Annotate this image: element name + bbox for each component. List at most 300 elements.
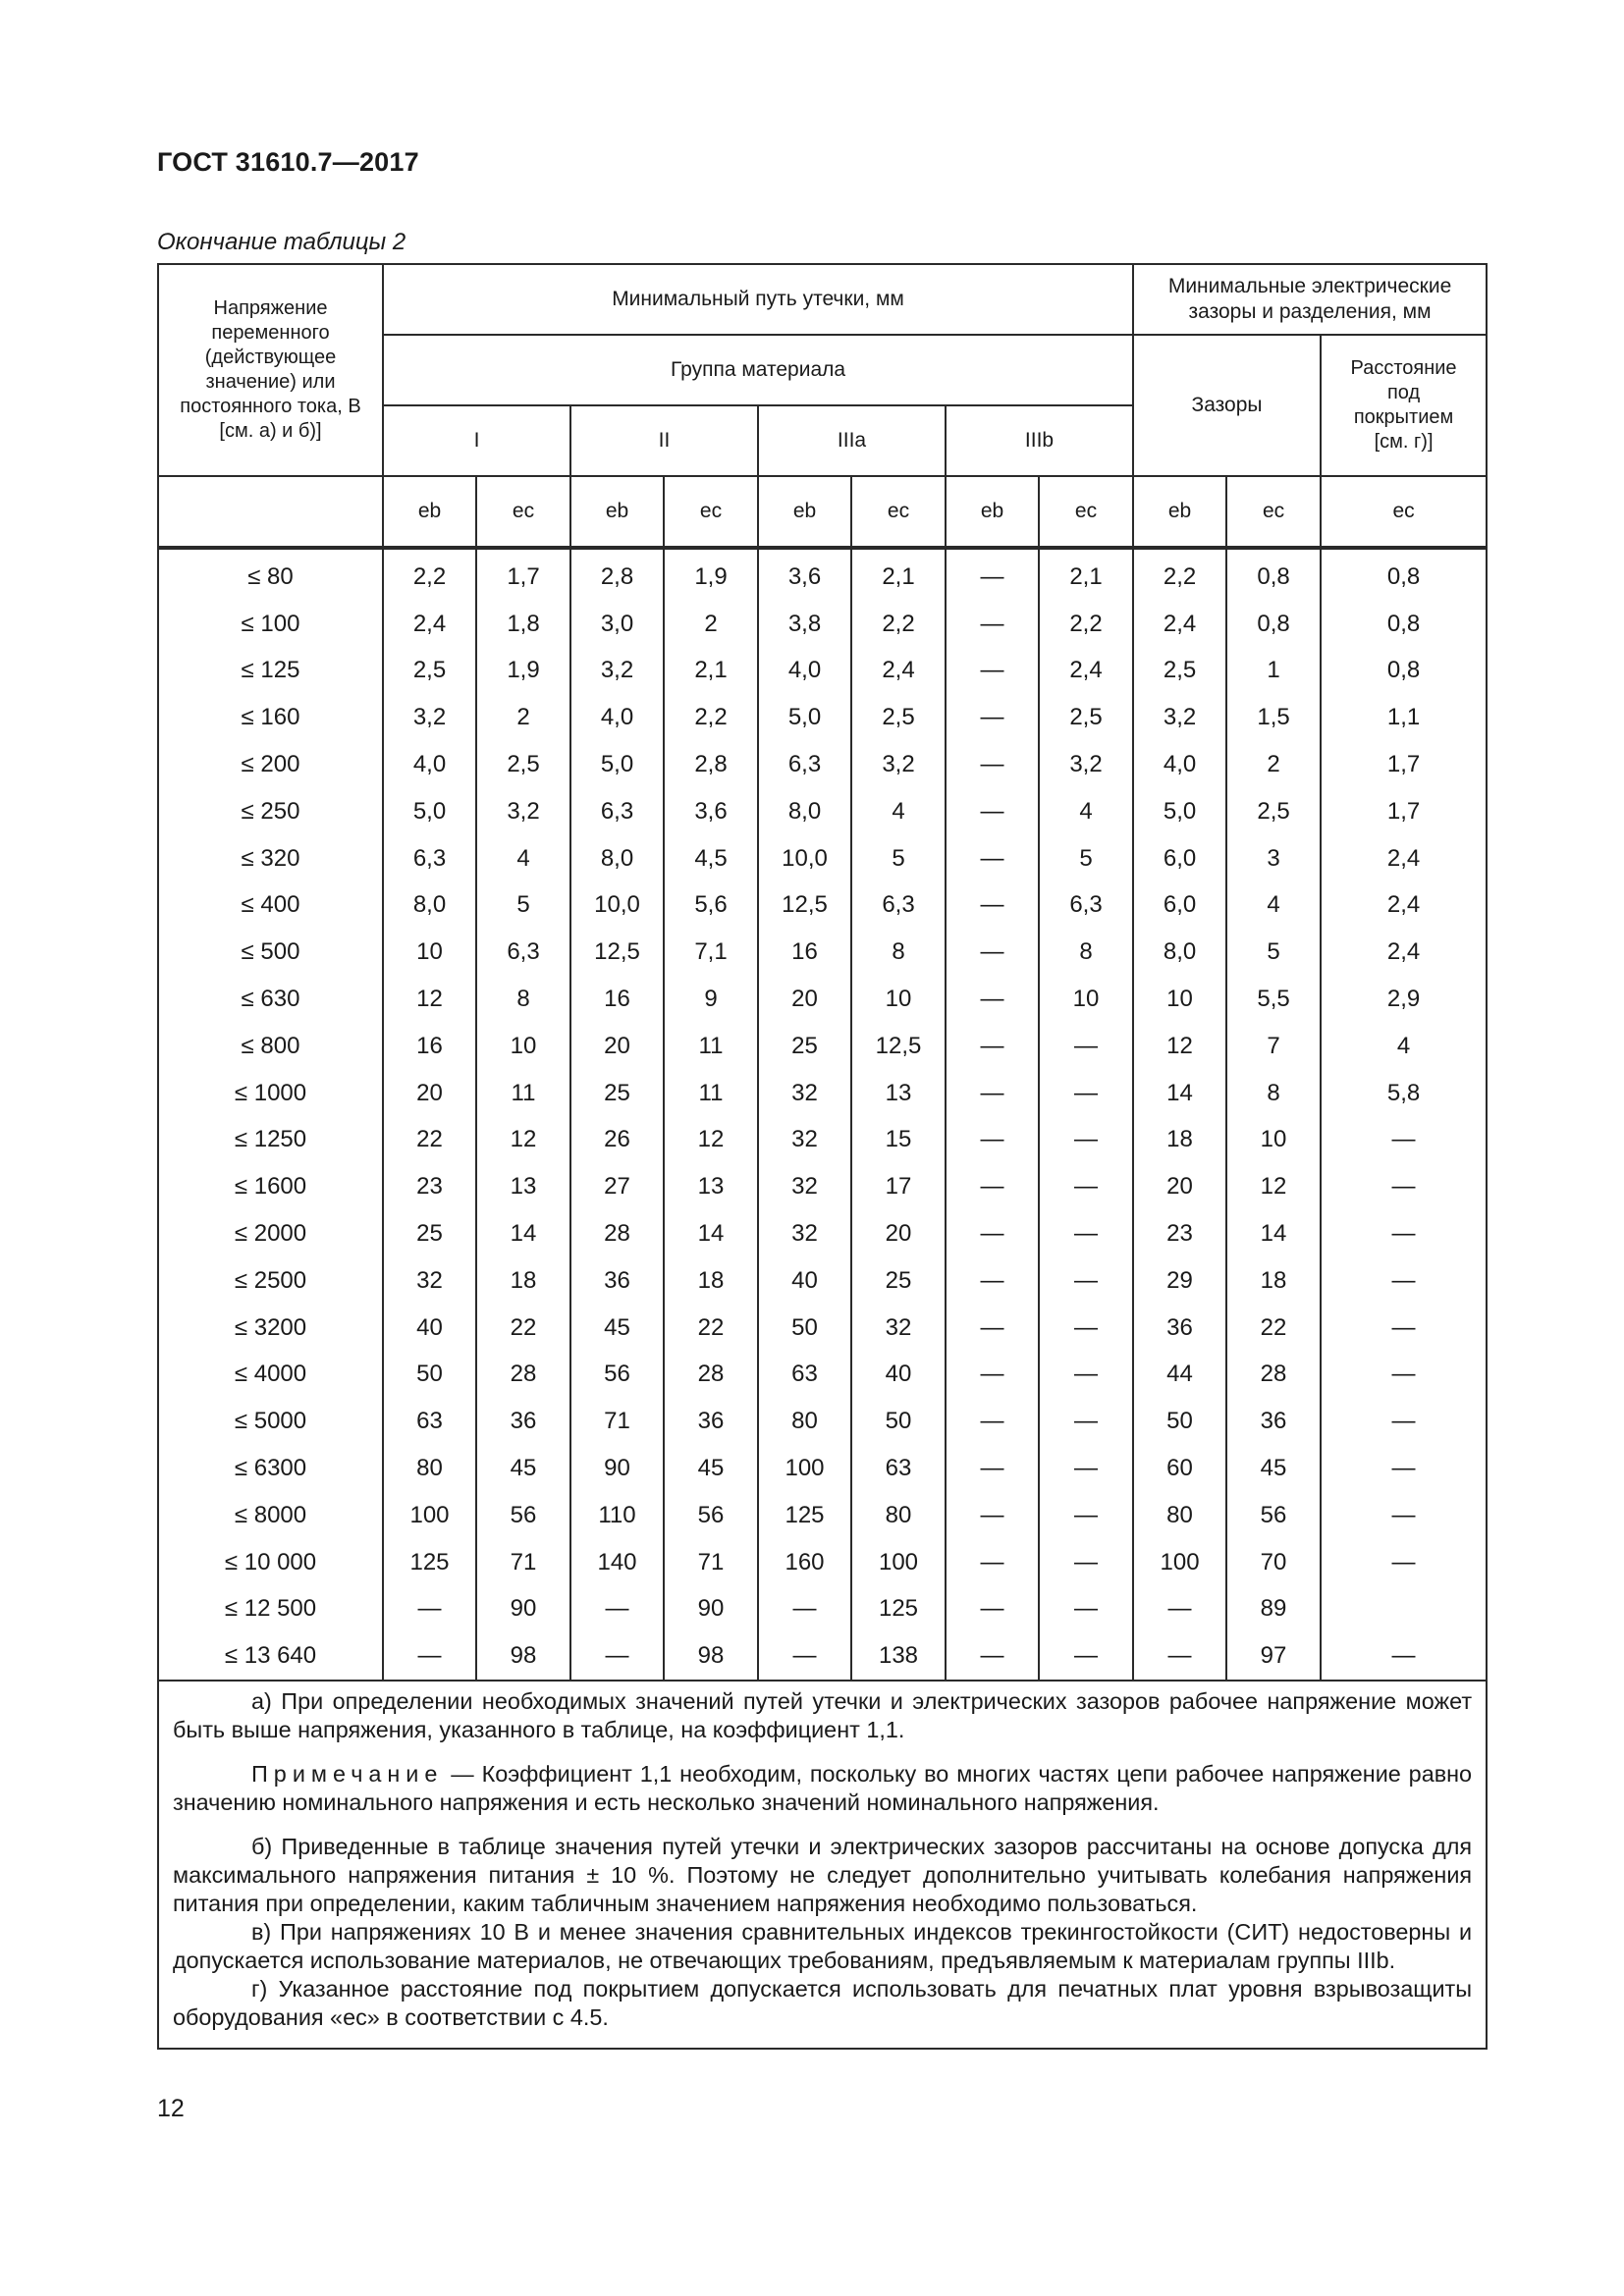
value-cell: — <box>1039 1539 1133 1586</box>
value-cell: 4,0 <box>383 741 476 788</box>
value-cell: 45 <box>476 1445 570 1492</box>
value-cell: 12 <box>1226 1163 1321 1210</box>
value-cell: 22 <box>1226 1305 1321 1352</box>
value-cell: — <box>946 1305 1039 1352</box>
value-cell: — <box>946 1445 1039 1492</box>
value-cell: 4,0 <box>758 648 851 695</box>
value-cell: 5 <box>476 882 570 930</box>
value-cell: — <box>1039 1398 1133 1445</box>
value-cell: — <box>570 1586 664 1633</box>
value-cell: 4,5 <box>664 835 758 882</box>
value-cell: 100 <box>1133 1539 1226 1586</box>
value-cell: — <box>946 648 1039 695</box>
value-cell: 5,0 <box>383 788 476 835</box>
value-cell: 16 <box>570 976 664 1023</box>
table-row <box>158 1586 1487 1633</box>
subheader-row <box>158 476 1487 548</box>
value-cell: 2,5 <box>851 694 946 741</box>
table-row <box>158 1352 1487 1399</box>
value-cell: 0,8 <box>1226 548 1321 601</box>
header-coating-line: [см. г)] <box>1374 431 1434 453</box>
note-g: г) Указанное расстояние под покрытием допускается использовать для печатных плат уровня взрывозащиты оборудования «ес» в соответствии с 4.5. <box>173 1976 1473 2031</box>
value-cell: — <box>946 601 1039 648</box>
value-cell: 0,8 <box>1321 601 1487 648</box>
table-container <box>157 263 1486 2050</box>
value-cell: 100 <box>383 1492 476 1539</box>
voltage-cell: ≤ 1250 <box>158 1117 383 1164</box>
table-row <box>158 1070 1487 1117</box>
value-cell: 36 <box>1133 1305 1226 1352</box>
header-creepage: Минимальный путь утечки, мм <box>383 264 1133 335</box>
table-row <box>158 1210 1487 1257</box>
value-cell: 12 <box>383 976 476 1023</box>
value-cell: — <box>1039 1492 1133 1539</box>
value-cell: 10,0 <box>758 835 851 882</box>
value-cell: 3,2 <box>1039 741 1133 788</box>
value-cell: 40 <box>851 1352 946 1399</box>
value-cell: 12,5 <box>851 1023 946 1070</box>
value-cell: 90 <box>664 1586 758 1633</box>
value-cell: 2,1 <box>851 548 946 601</box>
value-cell: 25 <box>570 1070 664 1117</box>
value-cell: 2,4 <box>1321 882 1487 930</box>
voltage-cell: ≤ 400 <box>158 882 383 930</box>
header-voltage-line: (действующее <box>204 347 337 368</box>
subheader-cell: ec <box>1226 476 1321 548</box>
value-cell: 1,7 <box>476 548 570 601</box>
value-cell: 70 <box>1226 1539 1321 1586</box>
value-cell: 8 <box>851 929 946 976</box>
subheader-cell: eb <box>946 476 1039 548</box>
value-cell: 2,5 <box>383 648 476 695</box>
value-cell: 5,5 <box>1226 976 1321 1023</box>
value-cell: 22 <box>383 1117 476 1164</box>
value-cell: 4 <box>476 835 570 882</box>
notes-cell <box>158 1681 1487 2049</box>
voltage-cell: ≤ 125 <box>158 648 383 695</box>
value-cell: — <box>758 1586 851 1633</box>
value-cell: — <box>946 1398 1039 1445</box>
value-cell: — <box>1039 1023 1133 1070</box>
note-b: б) Приведенные в таблице значения путей утечки и электрических зазоров рассчитаны на основе допуска для максимального напряжения питания ± 10 %. Поэтому не следует дополнительно учитывать колебания напряжения питания при определении, каким табличным значением напряжения необходимо пользоваться. <box>173 1834 1473 1917</box>
value-cell: 100 <box>758 1445 851 1492</box>
value-cell: 2,5 <box>1133 648 1226 695</box>
value-cell: 7 <box>1226 1023 1321 1070</box>
value-cell: 18 <box>664 1257 758 1305</box>
value-cell: — <box>1321 1257 1487 1305</box>
value-cell: 4,0 <box>570 694 664 741</box>
voltage-cell: ≤ 10 000 <box>158 1539 383 1586</box>
table-row <box>158 1492 1487 1539</box>
value-cell: 2,2 <box>1133 548 1226 601</box>
value-cell: 13 <box>851 1070 946 1117</box>
value-cell: — <box>1039 1210 1133 1257</box>
value-cell: 3 <box>1226 835 1321 882</box>
value-cell: 2,4 <box>1039 648 1133 695</box>
value-cell: — <box>1039 1445 1133 1492</box>
remark-label: Примечание <box>251 1761 444 1788</box>
value-cell: 15 <box>851 1117 946 1164</box>
value-cell: — <box>946 1352 1039 1399</box>
voltage-cell: ≤ 12 500 <box>158 1586 383 1633</box>
value-cell: — <box>570 1632 664 1681</box>
table-caption: Окончание таблицы 2 <box>157 229 406 255</box>
value-cell: 1,7 <box>1321 741 1487 788</box>
value-cell: 3,2 <box>570 648 664 695</box>
value-cell: 8,0 <box>1133 929 1226 976</box>
value-cell: 138 <box>851 1632 946 1681</box>
value-cell: 3,2 <box>1133 694 1226 741</box>
value-cell: 2,2 <box>383 548 476 601</box>
value-cell: 71 <box>570 1398 664 1445</box>
value-cell: 13 <box>664 1163 758 1210</box>
value-cell: — <box>1321 1117 1487 1164</box>
value-cell: 160 <box>758 1539 851 1586</box>
header-clearance-line: Минимальные электрические <box>1167 275 1452 297</box>
value-cell: 20 <box>851 1210 946 1257</box>
value-cell: 36 <box>476 1398 570 1445</box>
value-cell: 2,2 <box>851 601 946 648</box>
value-cell: — <box>1321 1492 1487 1539</box>
value-cell: 63 <box>851 1445 946 1492</box>
value-cell: — <box>383 1586 476 1633</box>
subheader-cell: eb <box>383 476 476 548</box>
value-cell: 20 <box>758 976 851 1023</box>
value-cell: 2 <box>664 601 758 648</box>
value-cell: — <box>1133 1632 1226 1681</box>
value-cell: 3,6 <box>664 788 758 835</box>
value-cell: 5 <box>1039 835 1133 882</box>
value-cell: — <box>1039 1586 1133 1633</box>
value-cell: 2,2 <box>1039 601 1133 648</box>
value-cell: 2,4 <box>1321 835 1487 882</box>
table-row <box>158 1632 1487 1681</box>
value-cell: 2,8 <box>570 548 664 601</box>
header-voltage-line: значение) или <box>205 371 336 393</box>
value-cell: 6,3 <box>758 741 851 788</box>
value-cell: 4,0 <box>1133 741 1226 788</box>
value-cell: — <box>946 1539 1039 1586</box>
value-cell: 26 <box>570 1117 664 1164</box>
table-row <box>158 1257 1487 1305</box>
value-cell: 10 <box>1226 1117 1321 1164</box>
table-row <box>158 1023 1487 1070</box>
value-cell: — <box>946 1257 1039 1305</box>
table-notes <box>158 1681 1487 2049</box>
table-row <box>158 1539 1487 1586</box>
value-cell: 80 <box>758 1398 851 1445</box>
value-cell: 5,8 <box>1321 1070 1487 1117</box>
document-title: ГОСТ 31610.7—2017 <box>157 147 419 177</box>
value-cell: 6,0 <box>1133 882 1226 930</box>
value-cell: 45 <box>570 1305 664 1352</box>
table-row <box>158 1445 1487 1492</box>
table-row <box>158 976 1487 1023</box>
header-voltage <box>158 264 383 476</box>
voltage-cell: ≤ 630 <box>158 976 383 1023</box>
header-group: I <box>383 405 570 476</box>
value-cell: 44 <box>1133 1352 1226 1399</box>
subheader-cell: eb <box>758 476 851 548</box>
value-cell: 2,2 <box>664 694 758 741</box>
header-group: IIIa <box>758 405 946 476</box>
value-cell: 11 <box>664 1070 758 1117</box>
voltage-cell: ≤ 1600 <box>158 1163 383 1210</box>
value-cell: 23 <box>1133 1210 1226 1257</box>
value-cell: 2,4 <box>1133 601 1226 648</box>
table-row <box>158 1398 1487 1445</box>
value-cell: — <box>1321 1445 1487 1492</box>
value-cell: 4 <box>1039 788 1133 835</box>
header-coating-line: Расстояние <box>1350 357 1457 379</box>
value-cell: 125 <box>383 1539 476 1586</box>
value-cell: 2 <box>1226 741 1321 788</box>
value-cell: — <box>946 1492 1039 1539</box>
value-cell: 20 <box>383 1070 476 1117</box>
value-cell: 90 <box>570 1445 664 1492</box>
value-cell: 56 <box>570 1352 664 1399</box>
value-cell: 2,4 <box>851 648 946 695</box>
voltage-cell: ≤ 8000 <box>158 1492 383 1539</box>
value-cell: — <box>946 788 1039 835</box>
value-cell: 80 <box>851 1492 946 1539</box>
value-cell: 56 <box>476 1492 570 1539</box>
table-row <box>158 882 1487 930</box>
value-cell: 50 <box>1133 1398 1226 1445</box>
value-cell: — <box>946 1023 1039 1070</box>
value-cell: 0,8 <box>1226 601 1321 648</box>
value-cell: 14 <box>664 1210 758 1257</box>
value-cell: 89 <box>1226 1586 1321 1633</box>
value-cell: 50 <box>851 1398 946 1445</box>
value-cell: — <box>1039 1352 1133 1399</box>
value-cell: 22 <box>664 1305 758 1352</box>
value-cell: 16 <box>758 929 851 976</box>
value-cell: 36 <box>1226 1398 1321 1445</box>
value-cell: 5,0 <box>758 694 851 741</box>
voltage-cell: ≤ 3200 <box>158 1305 383 1352</box>
voltage-cell: ≤ 800 <box>158 1023 383 1070</box>
subheader-cell: eb <box>1133 476 1226 548</box>
value-cell: 9 <box>664 976 758 1023</box>
value-cell: 8 <box>1226 1070 1321 1117</box>
subheader-cell: ec <box>476 476 570 548</box>
value-cell: 6,0 <box>1133 835 1226 882</box>
header-voltage-line: Напряжение <box>213 297 328 319</box>
value-cell: — <box>946 835 1039 882</box>
value-cell: 32 <box>758 1117 851 1164</box>
value-cell: 97 <box>1226 1632 1321 1681</box>
value-cell: 12 <box>476 1117 570 1164</box>
value-cell: 110 <box>570 1492 664 1539</box>
value-cell: — <box>1133 1586 1226 1633</box>
value-cell: 2,4 <box>383 601 476 648</box>
value-cell: 3,8 <box>758 601 851 648</box>
value-cell: — <box>946 1586 1039 1633</box>
value-cell: — <box>946 1632 1039 1681</box>
header-voltage-line: переменного <box>211 322 330 344</box>
value-cell: 27 <box>570 1163 664 1210</box>
voltage-cell: ≤ 5000 <box>158 1398 383 1445</box>
value-cell: — <box>1321 1163 1487 1210</box>
value-cell: 23 <box>383 1163 476 1210</box>
value-cell: 1,1 <box>1321 694 1487 741</box>
table-row <box>158 1305 1487 1352</box>
table-row <box>158 1117 1487 1164</box>
value-cell: 100 <box>851 1539 946 1586</box>
value-cell: — <box>1321 1352 1487 1399</box>
value-cell: 3,2 <box>476 788 570 835</box>
value-cell: 10 <box>383 929 476 976</box>
value-cell: — <box>946 1070 1039 1117</box>
value-cell: — <box>946 929 1039 976</box>
value-cell: 2,5 <box>476 741 570 788</box>
value-cell: 5 <box>851 835 946 882</box>
value-cell: 71 <box>664 1539 758 1586</box>
value-cell: 13 <box>476 1163 570 1210</box>
header-material-group: Группа материала <box>383 335 1133 405</box>
value-cell: 25 <box>383 1210 476 1257</box>
voltage-cell: ≤ 6300 <box>158 1445 383 1492</box>
subheader-cell: ec <box>1039 476 1133 548</box>
note-a: а) При определении необходимых значений путей утечки и электрических зазоров рабочее напряжение может быть выше напряжения, указанного в таблице, на коэффициент 1,1. <box>173 1688 1473 1743</box>
voltage-cell: ≤ 250 <box>158 788 383 835</box>
value-cell: 5 <box>1226 929 1321 976</box>
value-cell: 25 <box>851 1257 946 1305</box>
value-cell: 140 <box>570 1539 664 1586</box>
value-cell: 2,4 <box>1321 929 1487 976</box>
value-cell: 10 <box>1039 976 1133 1023</box>
value-cell: 50 <box>383 1352 476 1399</box>
value-cell: 2,9 <box>1321 976 1487 1023</box>
voltage-cell: ≤ 200 <box>158 741 383 788</box>
value-cell: 32 <box>758 1070 851 1117</box>
value-cell: — <box>1039 1163 1133 1210</box>
creepage-clearance-table <box>157 263 1488 2050</box>
value-cell: 125 <box>851 1586 946 1633</box>
table-row <box>158 648 1487 695</box>
value-cell: — <box>1321 1632 1487 1681</box>
value-cell: 90 <box>476 1586 570 1633</box>
remark-text: — Коэффициент 1,1 необходим, поскольку во многих частях цепи рабочее напряжение равно значению номинального напряжения и есть несколько значений номинального напряжения. <box>173 1761 1473 1816</box>
subheader-cell: ec <box>664 476 758 548</box>
voltage-cell: ≤ 500 <box>158 929 383 976</box>
value-cell: 36 <box>570 1257 664 1305</box>
value-cell: 5,6 <box>664 882 758 930</box>
value-cell: — <box>1039 1070 1133 1117</box>
value-cell: — <box>1321 1539 1487 1586</box>
value-cell: 20 <box>1133 1163 1226 1210</box>
value-cell: 14 <box>476 1210 570 1257</box>
value-cell: 40 <box>383 1305 476 1352</box>
value-cell: — <box>758 1632 851 1681</box>
value-cell: 45 <box>1226 1445 1321 1492</box>
value-cell: 5,0 <box>1133 788 1226 835</box>
value-cell: 10 <box>1133 976 1226 1023</box>
value-cell: 17 <box>851 1163 946 1210</box>
value-cell: 14 <box>1226 1210 1321 1257</box>
value-cell: 32 <box>851 1305 946 1352</box>
value-cell: — <box>946 1210 1039 1257</box>
value-cell: — <box>946 694 1039 741</box>
value-cell: 60 <box>1133 1445 1226 1492</box>
value-cell: 50 <box>758 1305 851 1352</box>
value-cell: 98 <box>664 1632 758 1681</box>
value-cell: 2 <box>476 694 570 741</box>
voltage-cell: ≤ 2000 <box>158 1210 383 1257</box>
voltage-cell: ≤ 100 <box>158 601 383 648</box>
value-cell: 8,0 <box>570 835 664 882</box>
header-group: II <box>570 405 758 476</box>
value-cell: — <box>1039 1305 1133 1352</box>
note-v: в) При напряжениях 10 В и менее значения сравнительных индексов трекингостойкости (СИТ) недостоверны и допускается использование материалов, не отвечающих требованиям, предъявляемым к материалам группы IIIb. <box>173 1919 1473 1974</box>
value-cell: 3,0 <box>570 601 664 648</box>
value-cell: 25 <box>758 1023 851 1070</box>
voltage-cell: ≤ 80 <box>158 548 383 601</box>
value-cell: 28 <box>1226 1352 1321 1399</box>
value-cell: 10,0 <box>570 882 664 930</box>
value-cell: 63 <box>758 1352 851 1399</box>
value-cell: 12 <box>1133 1023 1226 1070</box>
value-cell: 3,2 <box>383 694 476 741</box>
subheader-cell: ec <box>1321 476 1487 548</box>
value-cell: — <box>1039 1117 1133 1164</box>
value-cell: — <box>946 741 1039 788</box>
value-cell: 3,2 <box>851 741 946 788</box>
value-cell: 29 <box>1133 1257 1226 1305</box>
table-body <box>158 548 1487 1681</box>
value-cell: 12 <box>664 1117 758 1164</box>
table-row <box>158 741 1487 788</box>
value-cell: 0,8 <box>1321 648 1487 695</box>
value-cell: 18 <box>476 1257 570 1305</box>
value-cell: 18 <box>1226 1257 1321 1305</box>
value-cell: 1,9 <box>476 648 570 695</box>
value-cell: 45 <box>664 1445 758 1492</box>
value-cell: — <box>1321 1305 1487 1352</box>
value-cell: — <box>1039 1257 1133 1305</box>
value-cell: — <box>946 1117 1039 1164</box>
value-cell: 16 <box>383 1023 476 1070</box>
value-cell: 5,0 <box>570 741 664 788</box>
value-cell: 3,6 <box>758 548 851 601</box>
value-cell: 63 <box>383 1398 476 1445</box>
voltage-cell: ≤ 320 <box>158 835 383 882</box>
table-row <box>158 788 1487 835</box>
value-cell: 2,1 <box>1039 548 1133 601</box>
subheader-cell: ec <box>851 476 946 548</box>
value-cell: 8,0 <box>758 788 851 835</box>
value-cell: 6,3 <box>1039 882 1133 930</box>
value-cell: 6,3 <box>570 788 664 835</box>
value-cell: 36 <box>664 1398 758 1445</box>
header-coating-line: под <box>1386 382 1421 403</box>
note-remark <box>173 1760 1472 1817</box>
header-voltage-line: [см. а) и б)] <box>219 420 322 442</box>
value-cell: 8,0 <box>383 882 476 930</box>
value-cell: 71 <box>476 1539 570 1586</box>
value-cell: 56 <box>664 1492 758 1539</box>
value-cell: 0,8 <box>1321 548 1487 601</box>
value-cell: 4 <box>851 788 946 835</box>
header-group: IIIb <box>946 405 1133 476</box>
value-cell: — <box>946 976 1039 1023</box>
value-cell: 1,9 <box>664 548 758 601</box>
value-cell: 20 <box>570 1023 664 1070</box>
value-cell: 32 <box>758 1210 851 1257</box>
value-cell: 1,7 <box>1321 788 1487 835</box>
table-row <box>158 1163 1487 1210</box>
